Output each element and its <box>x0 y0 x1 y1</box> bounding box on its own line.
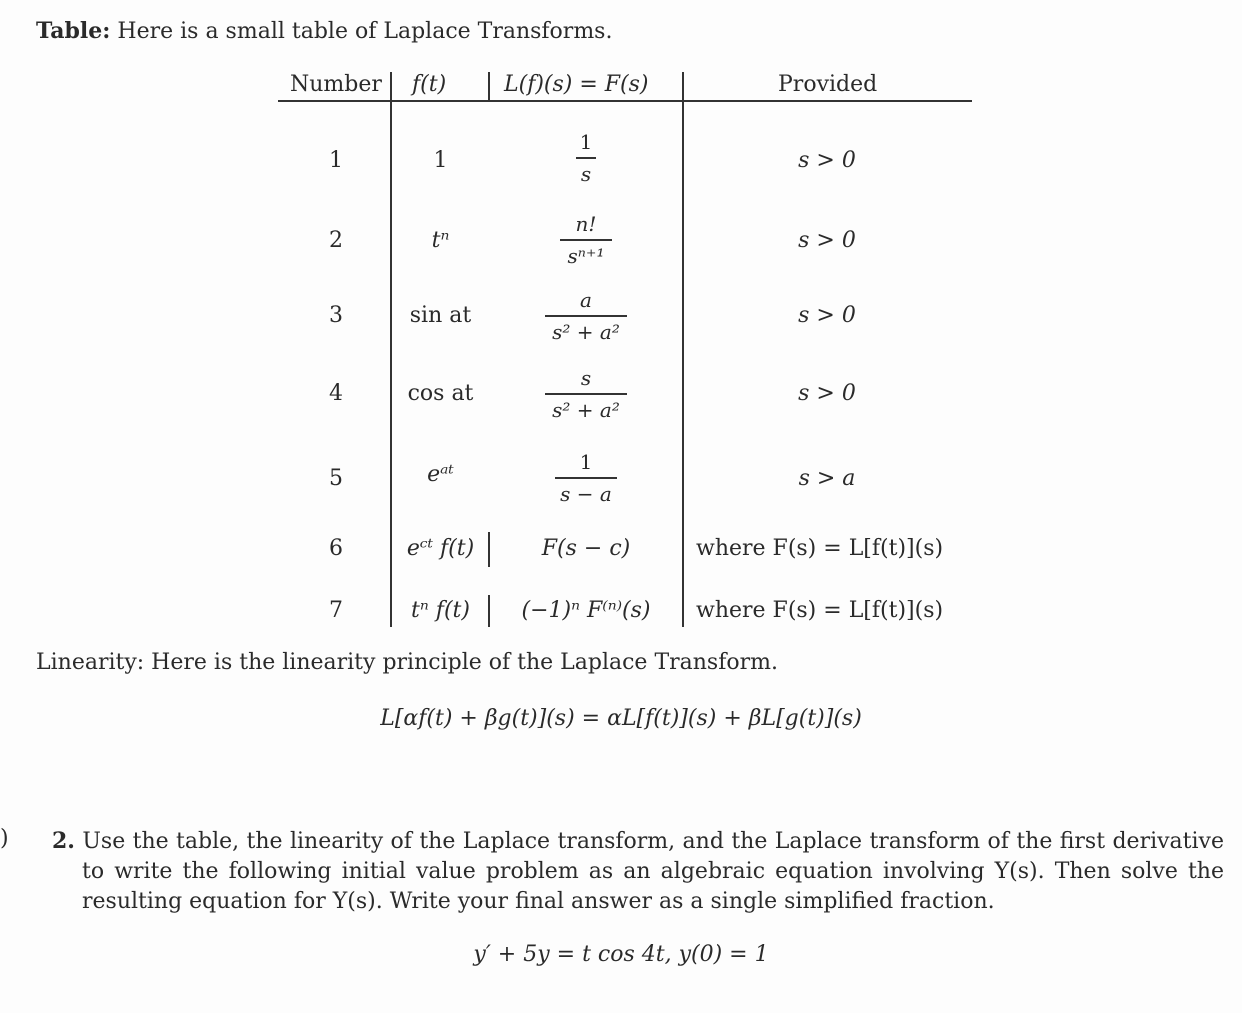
fraction-denominator: s − a <box>560 481 612 506</box>
row-provided: s > 0 <box>798 228 856 253</box>
row-ft: tⁿ <box>431 228 450 253</box>
linearity-text: Linearity: Here is the linearity principle of the Laplace Transform. <box>36 650 778 675</box>
problem-statement <box>52 826 1224 917</box>
row-ft: 1 <box>433 148 448 173</box>
row-Fs-fraction <box>491 212 681 268</box>
fraction-bar <box>576 157 596 159</box>
caption-text: Here is a small table of Laplace Transforms. <box>117 19 613 44</box>
fraction-numerator: a <box>580 288 592 312</box>
col-divider-1 <box>390 72 392 627</box>
row-ft: eᶜᵗ f(t) <box>406 536 475 561</box>
row-Fs-fraction <box>491 366 681 422</box>
row-ft: tⁿ f(t) <box>411 598 470 623</box>
row-provided: where F(s) = L[f(t)](s) <box>696 536 944 561</box>
row-number: 2 <box>329 228 343 253</box>
caption-label: Table: <box>36 18 111 44</box>
problem-equation: y′ + 5y = t cos 4t, y(0) = 1 <box>473 942 769 967</box>
header-Fs: L(f)(s) = F(s) <box>504 72 649 97</box>
fraction-denominator: s <box>580 161 592 186</box>
fraction-denominator: sⁿ⁺¹ <box>567 243 605 268</box>
row-Fs: F(s − c) <box>541 536 631 561</box>
col-divider-2c <box>488 595 490 627</box>
row-number: 6 <box>329 536 343 561</box>
fraction-numerator: n! <box>575 212 597 236</box>
linearity-formula: L[αf(t) + βg(t)](s) = αL[f(t)](s) + βL[g(t)](s) <box>380 706 862 731</box>
problem-number: 2. <box>52 828 75 854</box>
row-Fs-fraction <box>491 450 681 506</box>
row-provided: where F(s) = L[f(t)](s) <box>696 598 944 623</box>
fraction-bar <box>555 477 617 479</box>
row-provided: s > 0 <box>798 148 856 173</box>
row-number: 5 <box>329 466 343 491</box>
fraction-numerator: s <box>580 366 592 390</box>
header-provided: Provided <box>778 72 878 97</box>
table-caption <box>36 18 612 44</box>
row-provided: s > 0 <box>798 303 856 328</box>
row-number: 7 <box>329 598 343 623</box>
row-ft: eᵃᵗ <box>427 462 454 487</box>
fraction-numerator: 1 <box>579 450 593 474</box>
header-rule <box>278 100 972 102</box>
row-number: 3 <box>329 303 343 328</box>
row-number: 4 <box>329 381 343 406</box>
header-number: Number <box>290 72 382 97</box>
fraction-denominator: s² + a² <box>552 397 620 422</box>
row-ft: cos at <box>407 381 474 406</box>
fraction-denominator: s² + a² <box>552 319 620 344</box>
row-provided: s > a <box>798 466 856 491</box>
row-Fs-fraction <box>491 130 681 186</box>
problem-text: Use the table, the linearity of the Laplace transform, and the Laplace transform of the first derivative to write the following initial value problem as an algebraic equation involving Y(s). Then solve the resulting equation for Y(s). Write your final answer as a single simplified fraction. <box>82 829 1224 914</box>
margin-mark: ) <box>0 826 9 851</box>
fraction-numerator: 1 <box>579 130 593 154</box>
col-divider-2b <box>488 532 490 567</box>
row-ft: sin at <box>409 303 472 328</box>
row-Fs-fraction <box>491 288 681 344</box>
row-provided: s > 0 <box>798 381 856 406</box>
fraction-bar <box>560 239 612 241</box>
header-ft: f(t) <box>412 72 447 97</box>
row-Fs: (−1)ⁿ F⁽ⁿ⁾(s) <box>521 598 651 623</box>
fraction-bar <box>545 393 627 395</box>
row-number: 1 <box>329 148 343 173</box>
col-divider-2 <box>488 72 490 102</box>
fraction-bar <box>545 315 627 317</box>
